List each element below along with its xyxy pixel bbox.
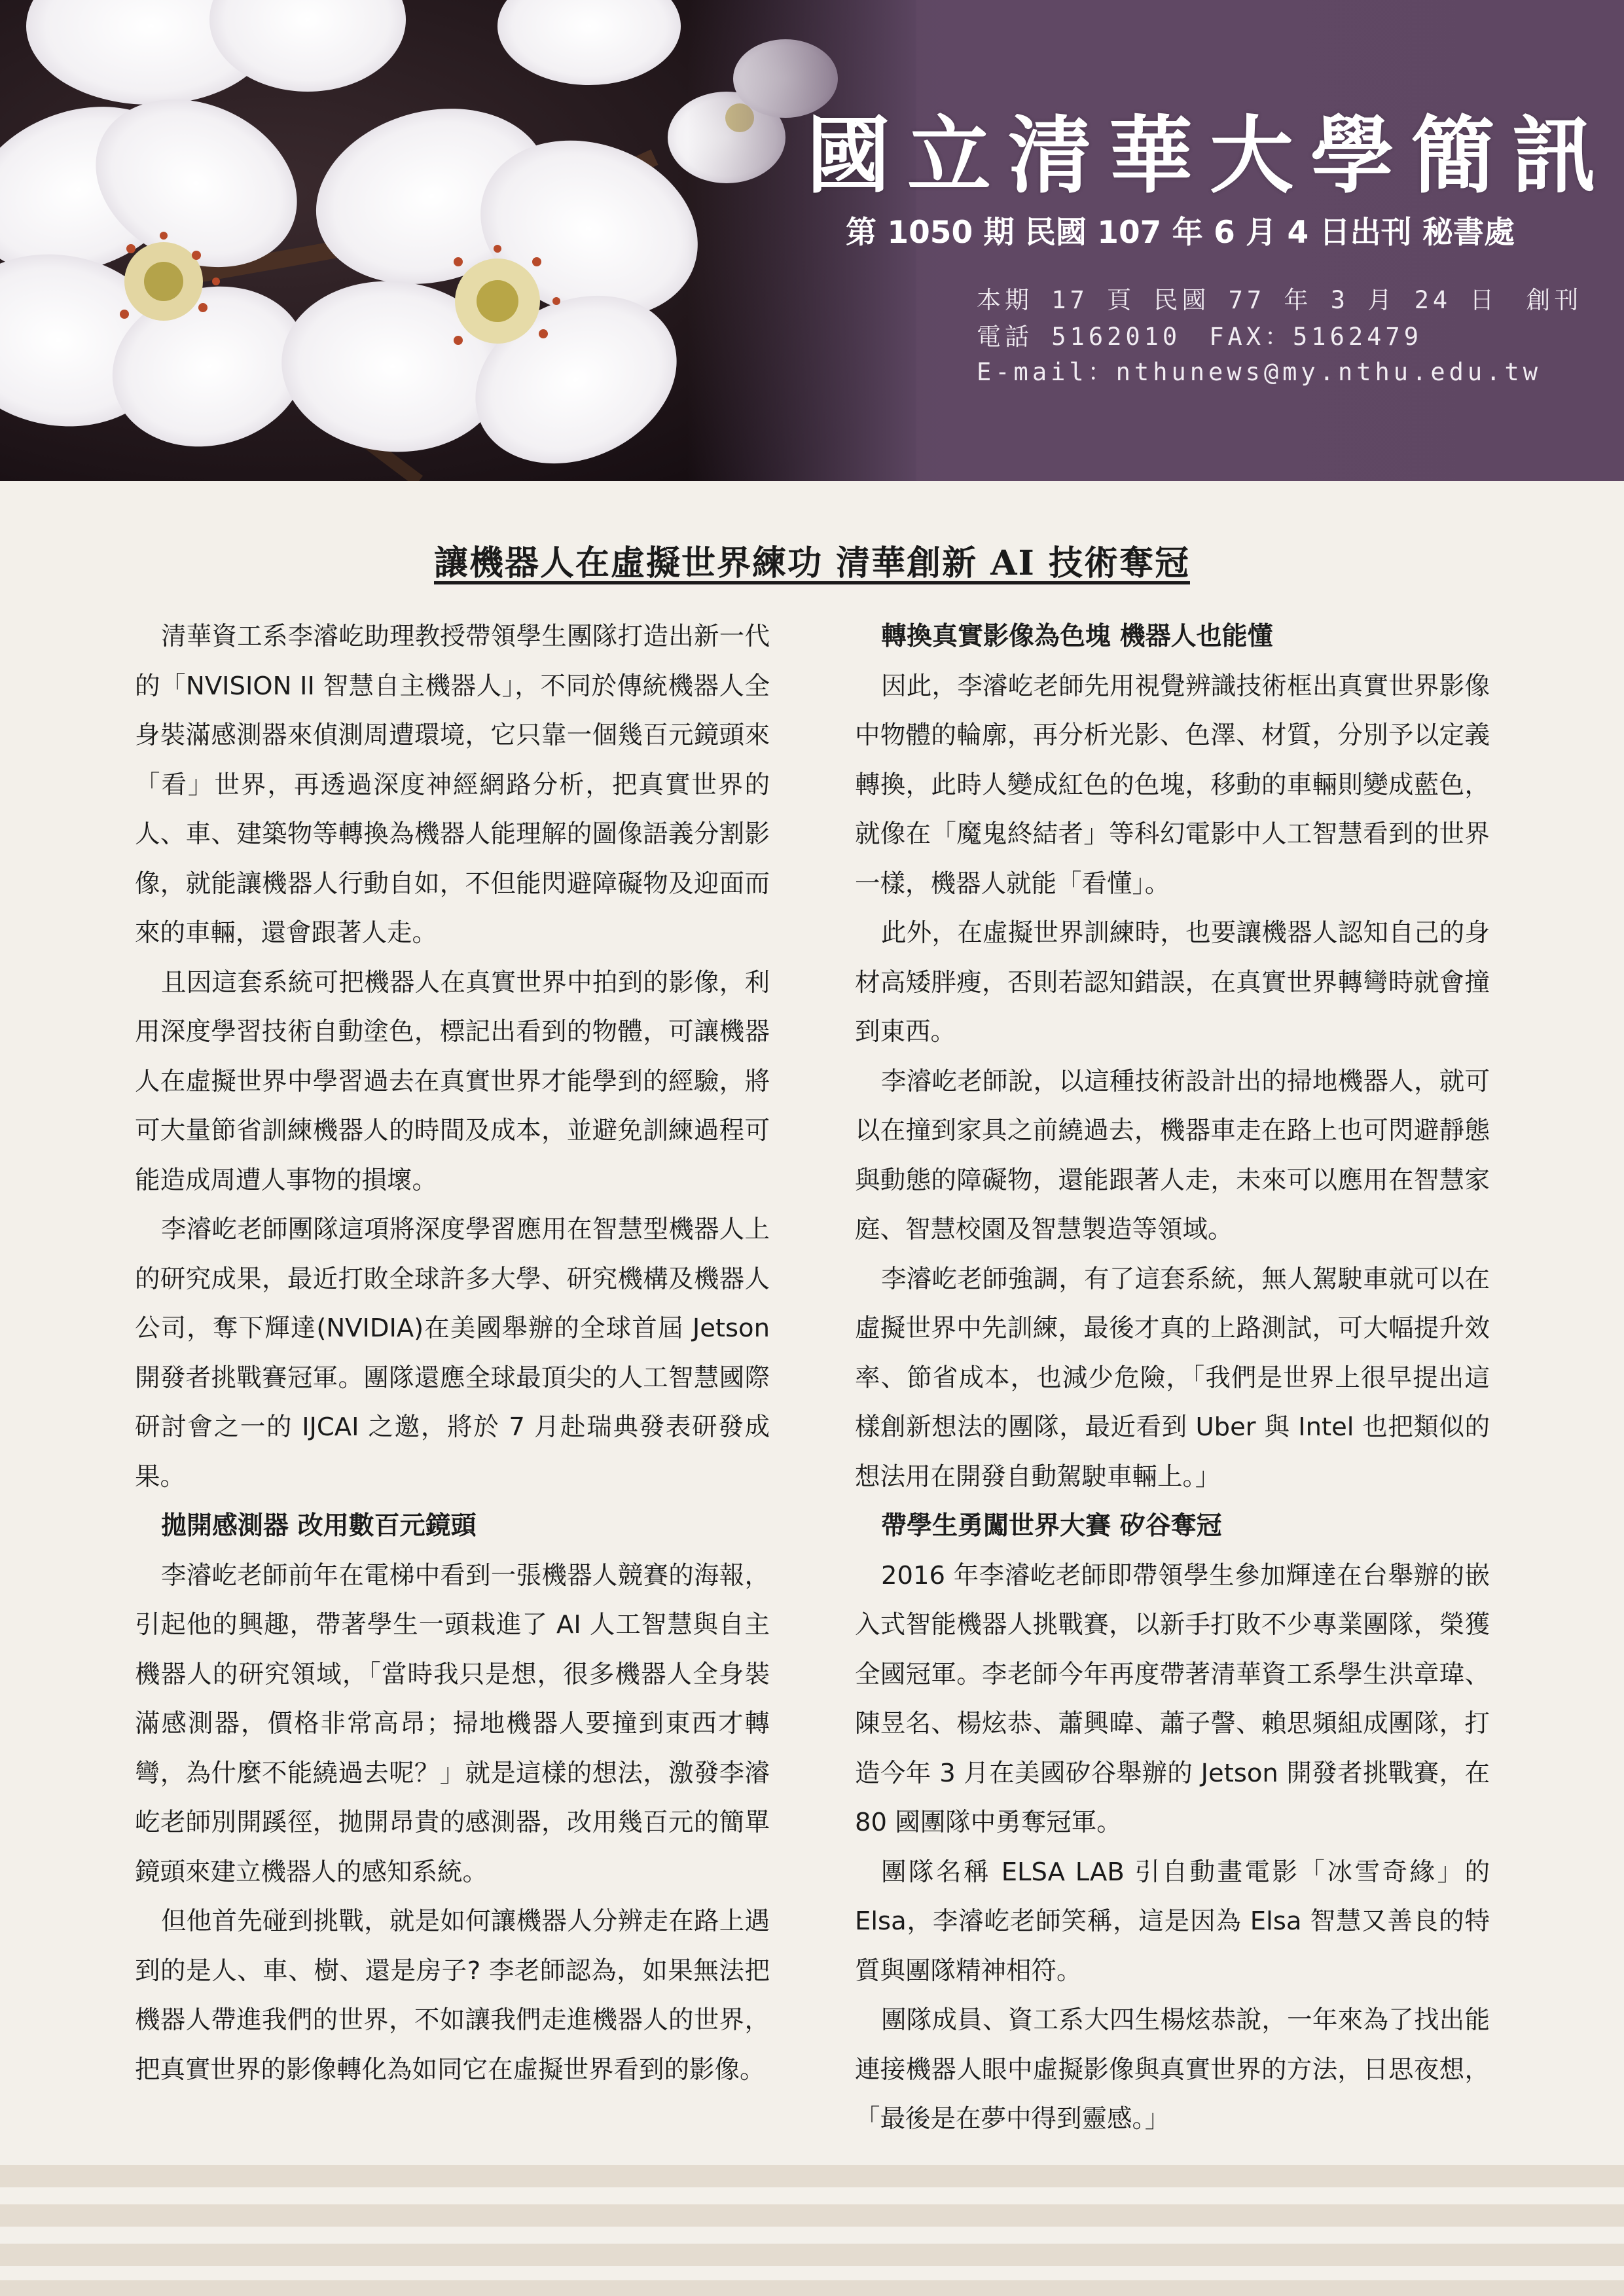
article-column-left xyxy=(135,612,770,2094)
paragraph: 團隊成員、資工系大四生楊炫恭說，一年來為了找出能連接機器人眼中虛擬影像與真實世界的方法，日思夜想，「最後是在夢中得到靈感。」 xyxy=(855,2005,1490,2134)
header-banner xyxy=(0,0,1624,481)
founding-info: 本期 17 頁 民國 77 年 3 月 24 日 創刊 xyxy=(977,286,1583,314)
section-heading: 拋開感測器 改用數百元鏡頭 xyxy=(161,1511,477,1541)
paragraph: 因此，李濬屹老師先用視覺辨識技術框出真實世界影像中物體的輪廓，再分析光影、色澤、材質，分別予以定義轉換，此時人變成紅色的色塊，移動的車輛則變成藍色，就像在「魔鬼終結者」等科幻電影中人工智慧看到的世界一樣，機器人就能「看懂」。 xyxy=(855,671,1490,899)
article-column-right xyxy=(855,612,1490,2144)
article-title: 讓機器人在虛擬世界練功 清華創新 AI 技術奪冠 xyxy=(434,543,1190,583)
paragraph: 李濬屹老師強調，有了這套系統，無人駕駛車就可以在虛擬世界中先訓練，最後才真的上路測試，可大幅提升效率、節省成本，也減少危險，「我們是世界上很早提出這樣創新想法的團隊，最近看到 Uber 與 Intel 也把類似的想法用在開發自動駕駛車輛上。」 xyxy=(855,1264,1490,1492)
contact-email: E-mail：nthunews@my.nthu.edu.tw xyxy=(977,358,1542,386)
footer-stripes xyxy=(0,2165,1624,2296)
paragraph: 團隊名稱 ELSA LAB 引自動畫電影「冰雪奇緣」的 Elsa，李濬屹老師笑稱，這是因為 Elsa 智慧又善良的特質與團隊精神相符。 xyxy=(855,1857,1490,1986)
paragraph: 李濬屹老師團隊這項將深度學習應用在智慧型機器人上的研究成果，最近打敗全球許多大學、研究機構及機器人公司，奪下輝達(NVIDIA)在美國舉辦的全球首屆 Jetson 開發者挑戰賽冠軍。團隊還應全球最頂尖的人工智慧國際研討會之一的 IJCAI 之邀，將於 7 月赴瑞典發表研發成果。 xyxy=(135,1215,770,1492)
section-heading: 帶學生勇闖世界大賽 矽谷奪冠 xyxy=(881,1511,1222,1541)
paragraph: 此外，在虛擬世界訓練時，也要讓機器人認知自己的身材高矮胖瘦，否則若認知錯誤，在真實世界轉彎時就會撞到東西。 xyxy=(855,918,1490,1047)
paragraph: 2016 年李濬屹老師即帶領學生參加輝達在台舉辦的嵌入式智能機器人挑戰賽，以新手打敗不少專業團隊，榮獲全國冠軍。李老師今年再度帶著清華資工系學生洪章瑋、陳昱名、楊炫恭、蕭興暐、蕭子謦、賴思頻組成團隊，打造今年 3 月在美國矽谷舉辦的 Jetson 開發者挑戰賽，在 80 國團隊中勇奪冠軍。 xyxy=(855,1560,1490,1837)
paragraph: 清華資工系李濬屹助理教授帶領學生團隊打造出新一代的「NVISION II 智慧自主機器人」，不同於傳統機器人全身裝滿感測器來偵測周遭環境，它只靠一個幾百元鏡頭來「看」世界，再透過深度神經網路分析，把真實世界的人、車、建築物等轉換為機器人能理解的圖像語義分割影像，就能讓機器人行動自如，不但能閃避障礙物及迎面而來的車輛，還會跟著人走。 xyxy=(135,622,770,948)
paragraph: 且因這套系統可把機器人在真實世界中拍到的影像，利用深度學習技術自動塗色，標記出看到的物體，可讓機器人在虛擬世界中學習過去在真實世界才能學到的經驗，將可大量節省訓練機器人的時間及成本，並避免訓練過程可能造成周遭人事物的損壞。 xyxy=(135,967,770,1195)
plum-blossom-illustration xyxy=(0,0,916,481)
publication-title: 國立清華大學簡訊 xyxy=(806,107,1614,205)
issue-line: 第 1050 期 民國 107 年 6 月 4 日出刊 秘書處 xyxy=(846,215,1515,251)
paragraph: 李濬屹老師說，以這種技術設計出的掃地機器人，就可以在撞到家具之前繞過去，機器車走在路上也可閃避靜態與動態的障礙物，還能跟著人走，未來可以應用在智慧家庭、智慧校園及智慧製造等領域。 xyxy=(855,1066,1490,1244)
paragraph: 李濬屹老師前年在電梯中看到一張機器人競賽的海報，引起他的興趣，帶著學生一頭栽進了 AI 人工智慧與自主機器人的研究領域，「當時我只是想，很多機器人全身裝滿感測器，價格非常高昂；掃地機器人要撞到東西才轉彎，為什麼不能繞過去呢？」就是這樣的想法，激發李濬屹老師別開蹊徑，拋開昂貴的感測器，改用幾百元的簡單鏡頭來建立機器人的感知系統。 xyxy=(135,1560,770,1887)
paragraph: 但他首先碰到挑戰，就是如何讓機器人分辨走在路上遇到的是人、車、樹、還是房子? 李老師認為，如果無法把機器人帶進我們的世界，不如讓我們走進機器人的世界，把真實世界的影像轉化為如同它在虛擬世界看到的影像。 xyxy=(135,1907,770,2085)
section-heading: 轉換真實影像為色塊 機器人也能懂 xyxy=(881,622,1273,651)
contact-phone-fax: 電話 5162010 FAX：5162479 xyxy=(977,323,1422,351)
